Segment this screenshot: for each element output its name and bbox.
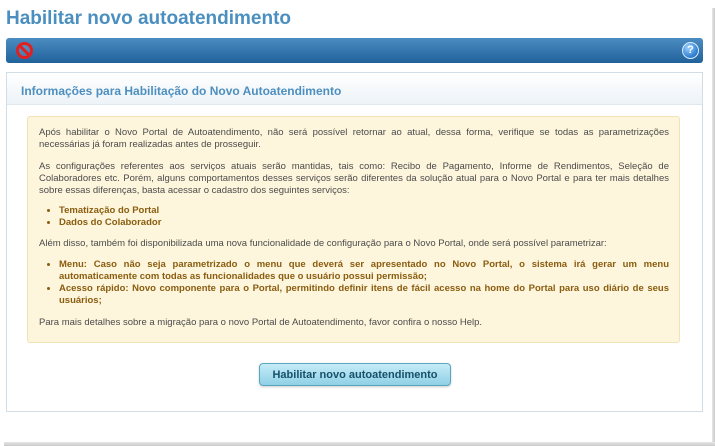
feature-item-menu: • Menu: Caso não seja parametrizado o menu que deverá ser apresentado no Novo Portal, o sistema irá gerar um menu automaticamente com todas as funcionalidades que o usuário possui permissão; <box>59 259 669 283</box>
services-list <box>39 205 669 229</box>
page-title: Habilitar novo autoatendimento <box>6 8 292 29</box>
service-item: • Dados do Colaborador <box>59 217 669 229</box>
info-box <box>27 116 680 343</box>
info-paragraph-1: Após habilitar o Novo Portal de Autoatendimento, não será possível retornar ao atual, dessa forma, verifique se todas as parametrizações necessárias já foram realizadas antes de prosseguir. <box>39 127 669 150</box>
info-paragraph-2: As configurações referentes aos serviços atuais serão mantidas, tais como: Recibo de Pagamento, Informe de Rendimentos, Seleção de Colaboradores etc. Porém, alguns comportamentos desses serviços serão diferentes da solução atual para o Novo Portal e para ter mais detalhes sobre essas diferenças, basta acessar o cadastro dos seguintes serviços: <box>39 161 669 196</box>
info-paragraph-4: Para mais detalhes sobre a migração para o novo Portal de Autoatendimento, favor confira o nosso Help. <box>39 317 483 328</box>
cancel-icon[interactable] <box>16 42 33 59</box>
toolbar <box>6 38 703 63</box>
window-shadow-bottom <box>4 442 715 446</box>
panel-header <box>7 73 702 105</box>
section-title: Informações para Habilitação do Novo Autoatendimento <box>21 84 342 98</box>
help-icon[interactable]: ? <box>682 42 699 59</box>
feature-item-quick-access: • Acesso rápido: Novo componente para o Portal, permitindo definir itens de fácil acesso na home do Portal para uso diário de seus usuários; <box>59 283 669 307</box>
content-panel <box>6 72 703 412</box>
service-item: • Tematização do Portal <box>59 205 669 217</box>
features-list <box>39 259 669 307</box>
enable-new-self-service-button[interactable]: Habilitar novo autoatendimento <box>259 363 451 386</box>
info-paragraph-3: Além disso, também foi disponibilizada uma nova funcionalidade de configuração para o Novo Portal, onde será possível parametrizar: <box>39 238 607 249</box>
